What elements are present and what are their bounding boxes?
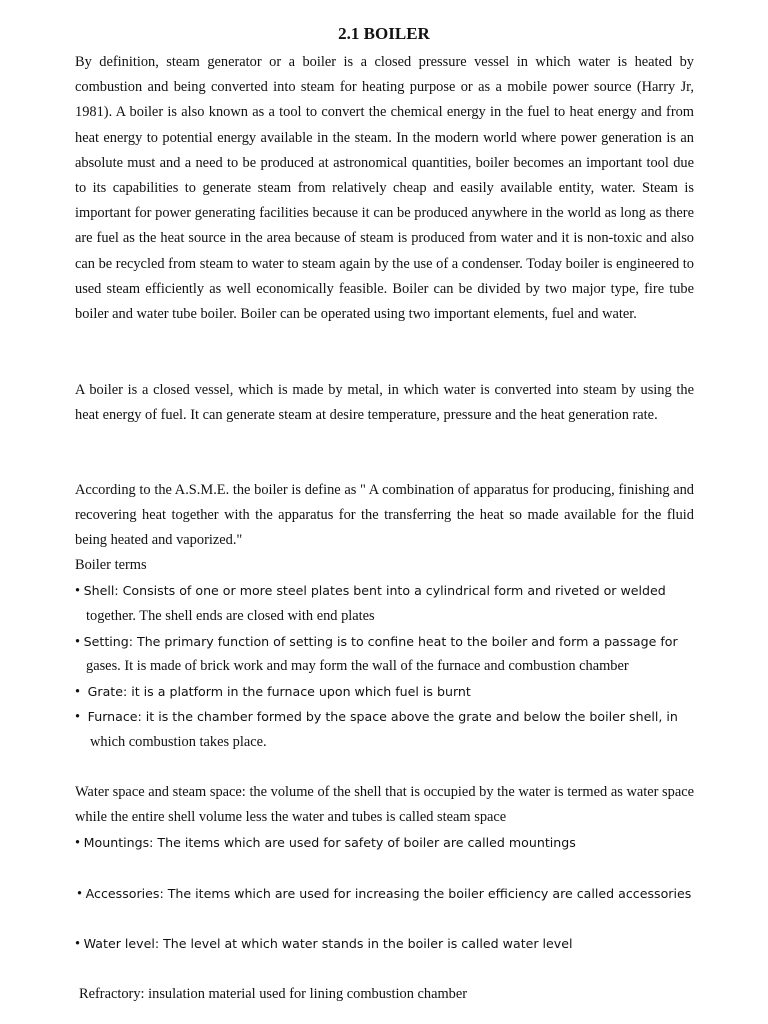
bullet-furnace-text: Furnace: it is the chamber formed by the space above the grate and below the boiler shell, in [87, 709, 678, 724]
bullet-water-level-text: Water level: The level at which water stands in the boiler is called water level [83, 936, 573, 951]
bullet-mountings [75, 830, 576, 856]
bullet-shell-continuation: together. The shell ends are closed with end plates [86, 608, 375, 624]
bullet-marker: • [75, 709, 81, 725]
bullet-marker: • [75, 583, 81, 599]
bullet-marker: • [77, 886, 83, 902]
bullet-marker: • [75, 634, 81, 650]
bullet-marker: • [75, 936, 81, 952]
closed-vessel-paragraph: A boiler is a closed vessel, which is made by metal, in which water is converted into steam by using the heat energy of fuel. It can generate steam at desire temperature, pressure and the heat generation rate. [75, 382, 694, 424]
water-steam-space-paragraph: Water space and steam space: the volume of the shell that is occupied by the water is termed as water space while the entire shell volume less the water and tubes is called steam space [75, 784, 694, 826]
bullet-accessories [77, 881, 691, 907]
bullet-marker: • [75, 684, 81, 700]
bullet-accessories-text: Accessories: The items which are used for increasing the boiler efficiency are called accessories [85, 886, 692, 901]
bullet-shell [75, 578, 666, 604]
definition-paragraph: By definition, steam generator or a boiler is a closed pressure vessel in which water is heated by combustion and being converted into steam for heating purpose or as a mobile power source (Harry Jr, 1981). A boiler is also known as a tool to convert the chemical energy in the fuel to heat energy and from heat energy to potential energy available in the steam. In the modern world where power generation is an absolute must and a need to be produced at astronomical quantities, boiler becomes an important tool due to its capabilities to generate steam from relatively cheap and easily available entity, water. Steam is important for power generating facilities because it can be produced anywhere in the world as long as there are fuel as the heat source in the area because of steam is produced from water and it is non-toxic and also can be recycled from steam to water to steam again by the use of a condenser. Today boiler is engineered to used steam efficiently as well economically feasible. Boiler can be divided by two major type, fire tube boiler and water tube boiler. Boiler can be operated using two important elements, fuel and water. [75, 54, 694, 323]
bullet-grate [75, 679, 471, 705]
bullet-grate-text: Grate: it is a platform in the furnace upon which fuel is burnt [87, 684, 471, 699]
bullet-shell-text: Shell: Consists of one or more steel plates bent into a cylindrical form and riveted or welded [83, 583, 666, 598]
bullet-setting [75, 629, 678, 655]
boiler-terms-heading: Boiler terms [75, 557, 147, 573]
asme-definition-paragraph: According to the A.S.M.E. the boiler is define as " A combination of apparatus for producing, finishing and recovering heat together with the apparatus for the transferring the heat so made available for the fluid being heated and vaporized." [75, 482, 694, 549]
bullet-marker: • [75, 835, 81, 851]
page-title: 2.1 BOILER [338, 24, 430, 43]
bullet-setting-continuation: gases. It is made of brick work and may form the wall of the furnace and combustion chamber [86, 658, 629, 674]
bullet-furnace-continuation: which combustion takes place. [90, 734, 267, 750]
bullet-furnace [75, 704, 678, 730]
refractory-definition: Refractory: insulation material used for lining combustion chamber [79, 986, 468, 1002]
bullet-water-level [75, 931, 573, 957]
bullet-setting-text: Setting: The primary function of setting is to confine heat to the boiler and form a passage for [83, 634, 678, 649]
bullet-mountings-text: Mountings: The items which are used for safety of boiler are called mountings [83, 835, 576, 850]
